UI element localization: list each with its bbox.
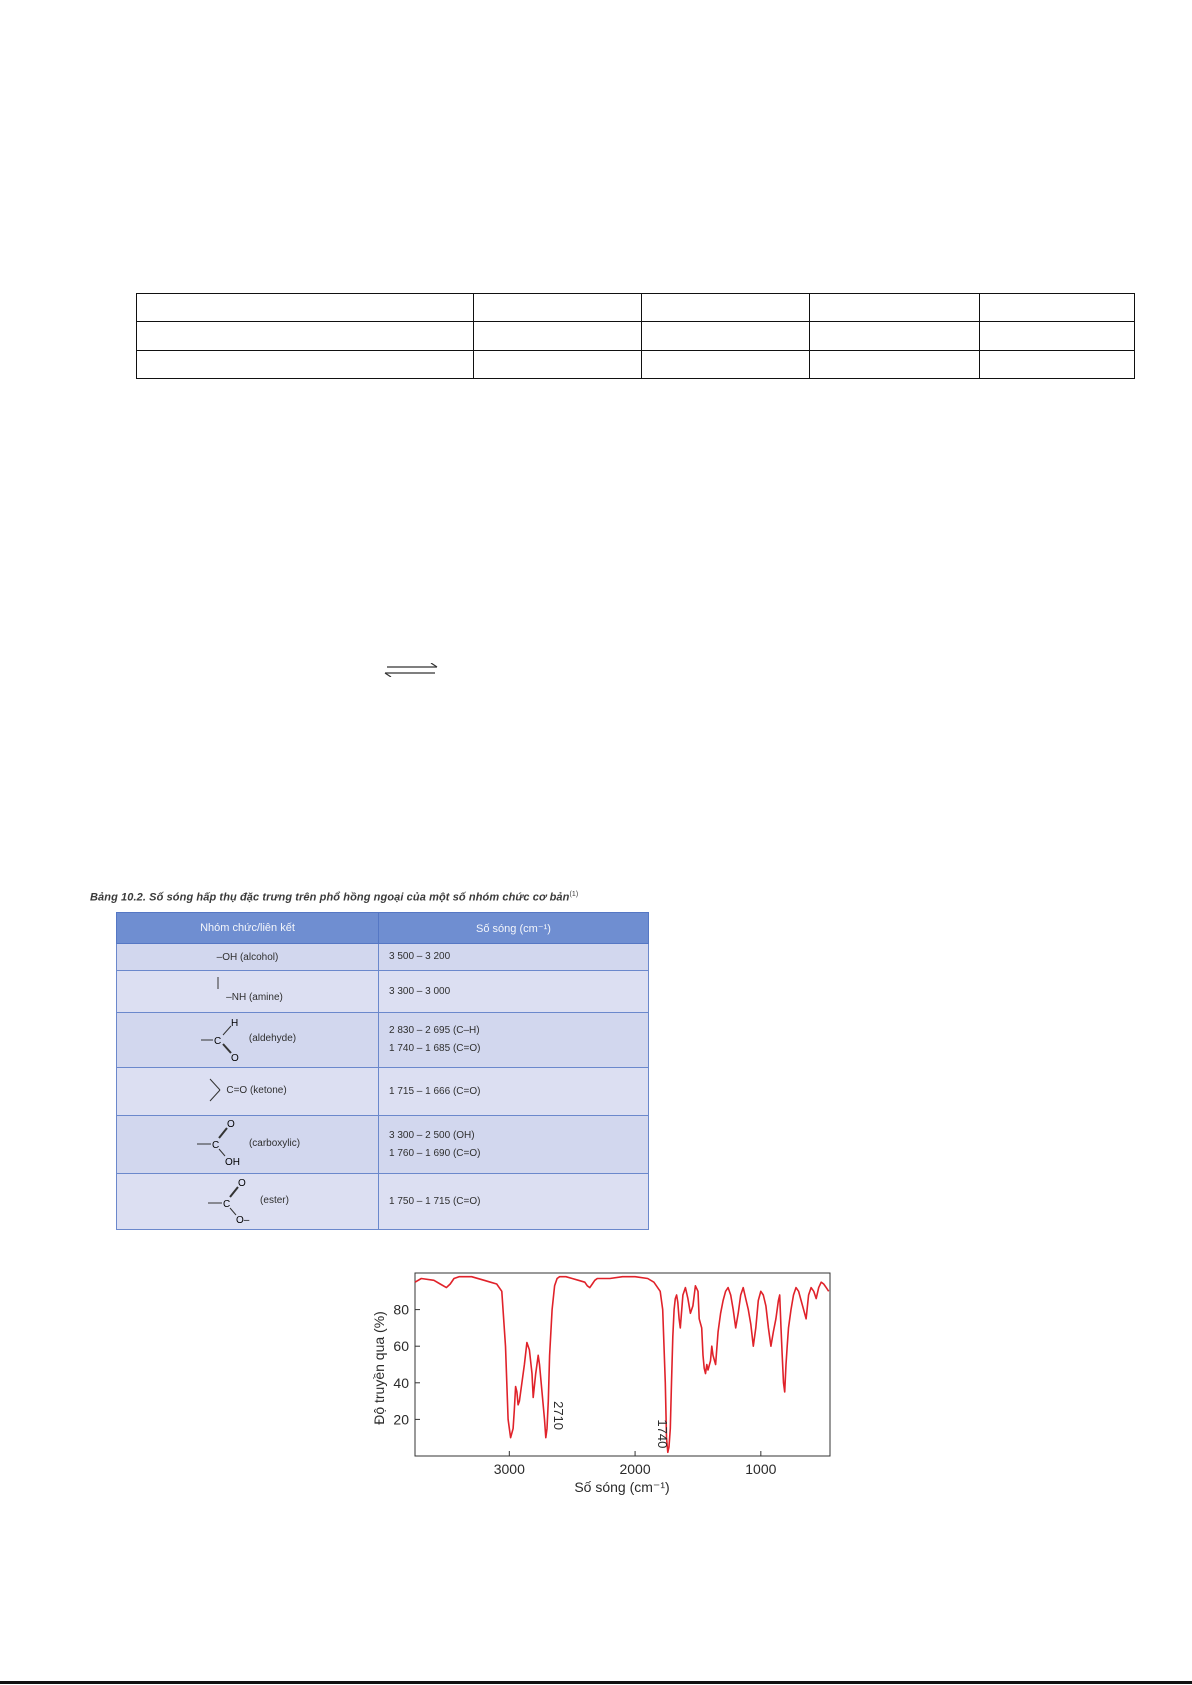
y-tick-label: 60 xyxy=(393,1338,409,1355)
wavenumber-value: 1 760 – 1 690 (C=O) xyxy=(389,1147,481,1159)
atom-o: O xyxy=(238,1178,246,1189)
wavenumber-cell xyxy=(379,944,649,971)
group-cell xyxy=(117,1174,379,1230)
table-row xyxy=(117,1174,649,1230)
spectrum-line xyxy=(415,1277,829,1453)
table-header-row xyxy=(117,913,649,944)
wavenumber-value: 3 300 – 3 000 xyxy=(389,985,451,997)
wavenumber-value: 1 740 – 1 685 (C=O) xyxy=(389,1043,481,1054)
table-row xyxy=(117,1116,649,1174)
y-axis xyxy=(393,1302,420,1428)
group-label: C=O (ketone) xyxy=(226,1084,287,1096)
group-cell xyxy=(117,1068,379,1116)
amine-structure xyxy=(212,975,283,1005)
aldehyde-structure xyxy=(199,1016,296,1062)
caption-text: Bảng 10.2. Số sóng hấp thụ đặc trưng trên phổ hồng ngoại của một số nhóm chức cơ bản xyxy=(90,891,570,904)
x-tick-label: 3000 xyxy=(493,1461,525,1477)
wavenumber-cell xyxy=(379,971,649,1013)
x-axis-label: Số sóng (cm⁻¹) xyxy=(574,1479,670,1495)
wavenumber-cell xyxy=(379,1116,649,1174)
caption-footnote: (1) xyxy=(569,891,579,898)
atom-oh: OH xyxy=(224,1157,240,1168)
group-cell xyxy=(117,971,379,1013)
table-row xyxy=(137,350,1135,378)
plot-frame xyxy=(415,1273,830,1456)
y-tick-label: 40 xyxy=(393,1374,409,1391)
wavenumber-cell xyxy=(379,1174,649,1230)
peak-annotations xyxy=(551,1401,670,1448)
wavenumber-cell xyxy=(379,1013,649,1068)
column-header-wavenumber-text: Số sóng (cm⁻¹) xyxy=(476,922,551,935)
carboxylic-structure xyxy=(195,1118,300,1168)
ester-structure xyxy=(206,1175,289,1225)
atom-c: C xyxy=(223,1199,231,1210)
group-cell xyxy=(117,1013,379,1068)
atom-o: O xyxy=(230,1052,239,1062)
table-row xyxy=(117,1068,649,1116)
table-caption xyxy=(90,891,690,904)
group-cell xyxy=(117,1116,379,1174)
table-row xyxy=(117,1013,649,1068)
peak-label: 1740 xyxy=(654,1419,670,1449)
page-bottom-rule xyxy=(0,1681,1192,1684)
ketone-structure xyxy=(208,1075,286,1105)
amine-bond-icon xyxy=(212,975,222,1005)
table-row xyxy=(137,294,1135,322)
aldehyde-structure-icon xyxy=(199,1016,245,1062)
wavenumber-value: 1 715 – 1 666 (C=O) xyxy=(389,1085,481,1097)
wavenumber-value: 3 300 – 2 500 (OH) xyxy=(389,1129,475,1141)
table-row xyxy=(117,944,649,971)
equilibrium-arrow-icon xyxy=(383,663,439,677)
atom-h: H xyxy=(230,1017,239,1029)
empty-answer-table xyxy=(136,293,1135,379)
ester-structure-icon xyxy=(206,1175,256,1225)
column-header-group: Nhóm chức/liên kết xyxy=(117,913,379,944)
atom-c: C xyxy=(213,1035,222,1047)
wavenumber-value: 3 500 – 3 200 xyxy=(389,951,451,962)
ir-absorption-table xyxy=(116,912,649,1230)
group-label: –OH (alcohol) xyxy=(216,951,279,963)
atom-o-ester: O– xyxy=(236,1215,250,1225)
group-label: (ester) xyxy=(260,1194,289,1206)
group-label: (carboxylic) xyxy=(248,1137,301,1149)
group-label: –NH (amine) xyxy=(226,991,283,1003)
x-tick-label: 2000 xyxy=(619,1461,651,1477)
column-header-wavenumber xyxy=(379,913,649,944)
wavenumber-cell xyxy=(379,1068,649,1116)
peak-label: 2710 xyxy=(550,1401,566,1431)
ir-spectrum-chart xyxy=(370,1248,840,1498)
atom-c: C xyxy=(211,1140,220,1151)
wavenumber-value: 2 830 – 2 695 (C–H) xyxy=(389,1025,480,1036)
table-row xyxy=(117,971,649,1013)
y-tick-label: 80 xyxy=(393,1301,409,1318)
x-axis xyxy=(494,1451,777,1477)
group-label: (aldehyde) xyxy=(248,1033,297,1044)
ketone-bonds-icon xyxy=(208,1075,222,1105)
carboxylic-structure-icon xyxy=(195,1118,245,1168)
y-axis-label: Độ truyền qua (%) xyxy=(371,1311,387,1425)
wavenumber-value: 1 750 – 1 715 (C=O) xyxy=(389,1195,481,1207)
x-tick-label: 1000 xyxy=(745,1461,777,1477)
table-row xyxy=(137,322,1135,350)
atom-o: O xyxy=(226,1119,235,1130)
group-cell xyxy=(117,944,379,971)
y-tick-label: 20 xyxy=(393,1411,409,1428)
